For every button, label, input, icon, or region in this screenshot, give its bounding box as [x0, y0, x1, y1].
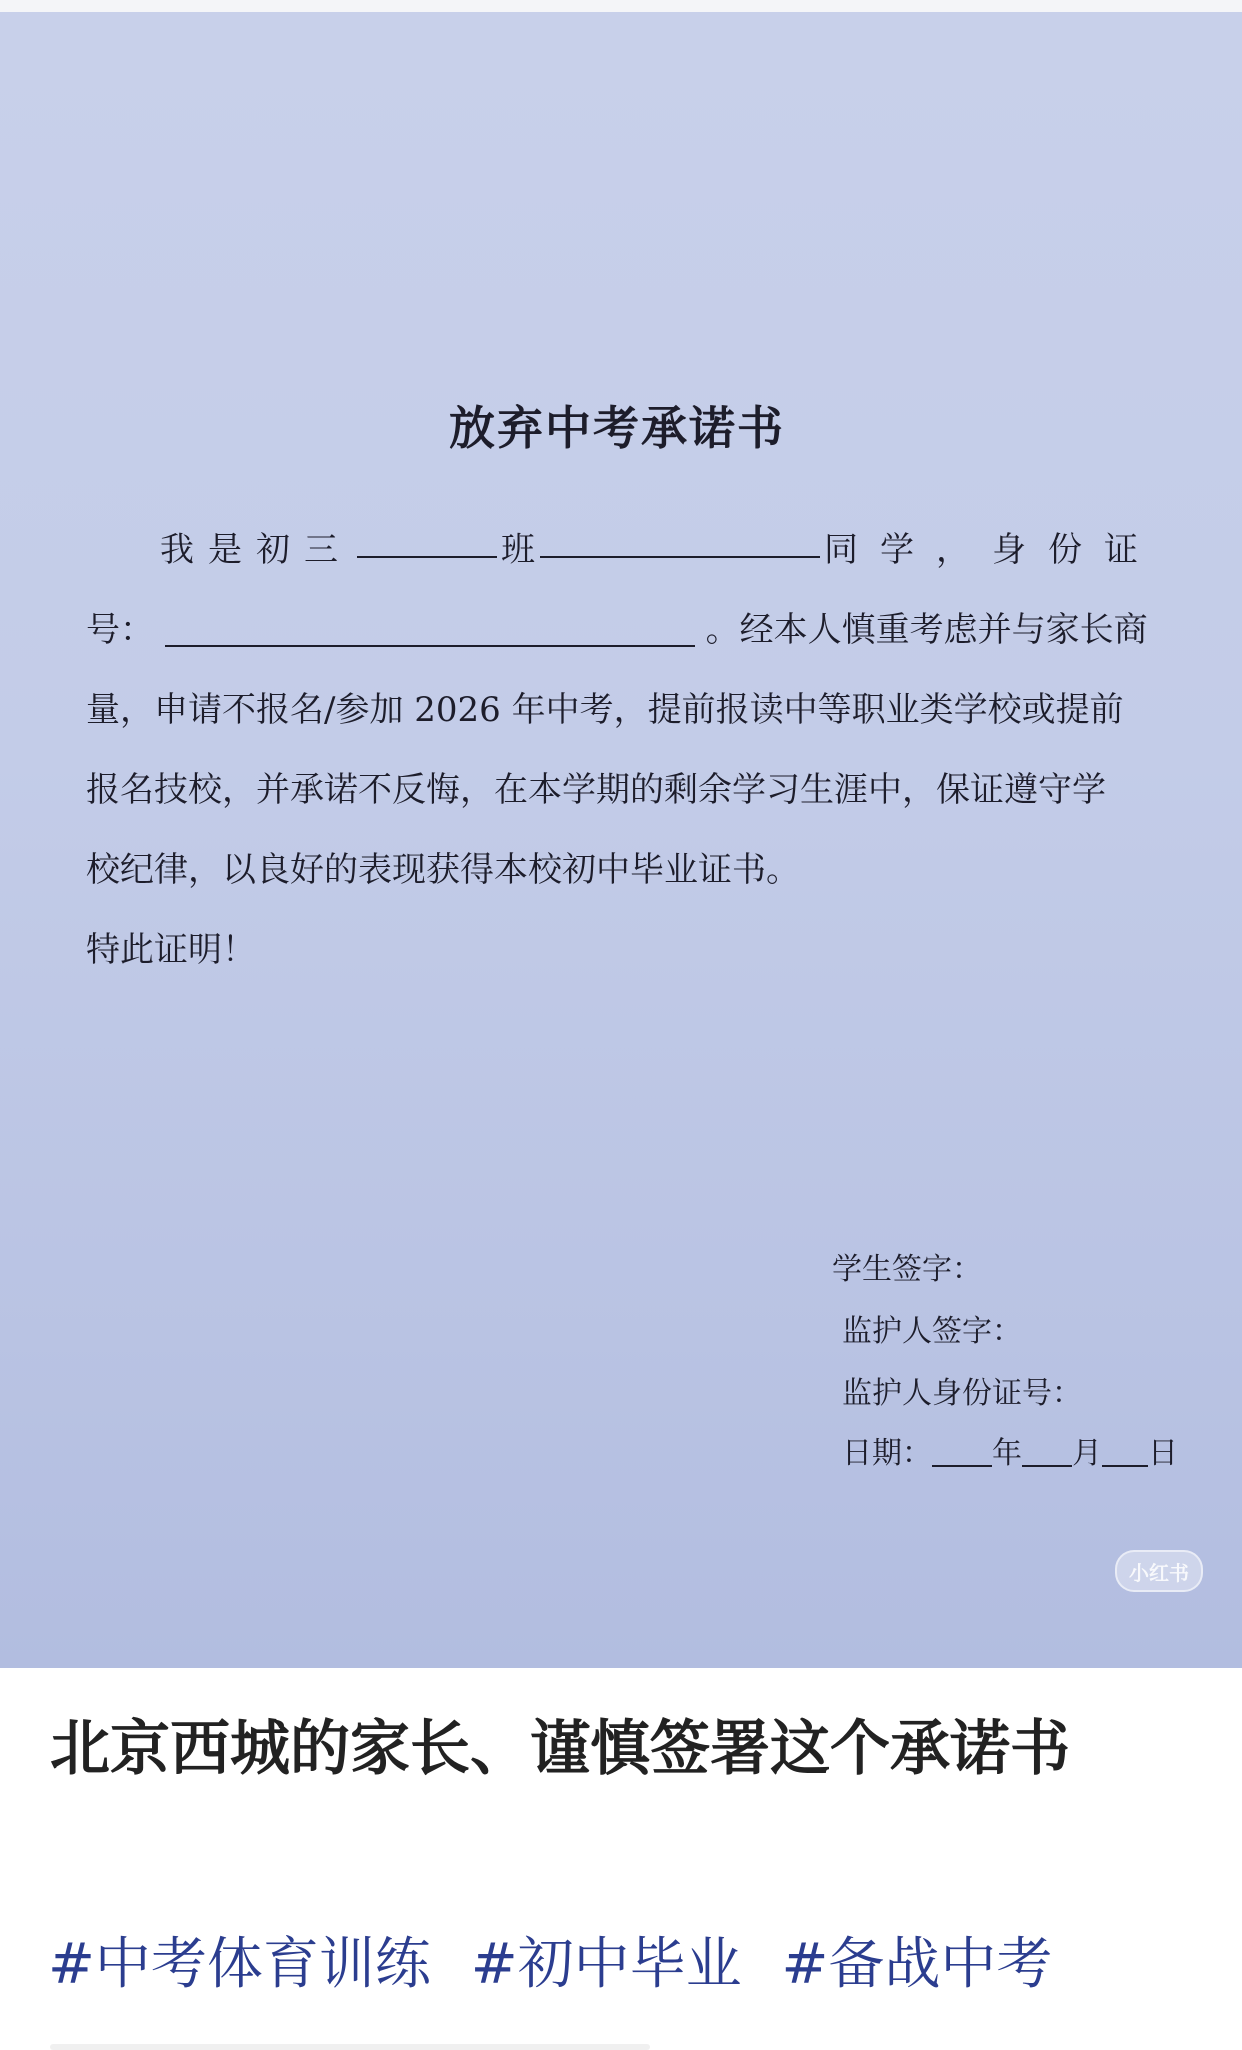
student-signature-label: 学生签字：: [832, 1252, 982, 1287]
line2-prefix: 号：: [86, 610, 154, 650]
tag-link[interactable]: #中考体育训练: [48, 1932, 431, 1997]
month-blank: [1022, 1439, 1072, 1467]
document-line-2: [86, 602, 1161, 651]
tag-link[interactable]: #备战中考: [781, 1932, 1053, 1997]
name-blank: [540, 522, 820, 558]
document-line-3: 量，申请不报名/参加 2026 年中考，提前报读中等职业类学校或提前: [86, 690, 1124, 730]
guardian-signature-label: 监护人签字：: [842, 1314, 1022, 1349]
day-label: 日: [1148, 1436, 1178, 1471]
line1-part-2: 班: [501, 530, 535, 570]
guardian-id-label: 监护人身份证号：: [842, 1376, 1082, 1411]
day-blank: [1102, 1439, 1148, 1467]
document-line-1: [160, 522, 1160, 571]
tag-link[interactable]: #初中毕业: [470, 1932, 742, 1997]
document-paper: [0, 12, 1242, 1668]
date-label: 日期：: [842, 1436, 932, 1471]
year-label: 年: [992, 1436, 1022, 1471]
document-line-4: 报名技校，并承诺不反悔，在本学期的剩余学习生涯中，保证遵守学: [86, 770, 1106, 810]
line2-suffix: 。经本人慎重考虑并与家长商: [705, 610, 1148, 650]
date-line: [842, 1428, 1178, 1472]
id-number-blank: [165, 611, 695, 647]
image-top-strip: [0, 0, 1242, 12]
year-blank: [932, 1439, 992, 1467]
line1-part-1: 我是初三: [160, 530, 352, 570]
xiaohongshu-watermark: 小红书: [1115, 1550, 1203, 1592]
document-line-5: 校纪律，以良好的表现获得本校初中毕业证书。: [86, 850, 800, 890]
post-title: 北京西城的家长、谨慎签署这个承诺书: [50, 1714, 1070, 1784]
document-line-6: 特此证明！: [86, 930, 256, 970]
month-label: 月: [1072, 1436, 1102, 1471]
line1-part-3: 同学，身份证: [824, 530, 1160, 570]
bottom-divider: [50, 2044, 650, 2050]
document-title: 放弃中考承诺书: [449, 401, 785, 455]
post-tags: [48, 1920, 1208, 2000]
class-blank: [357, 522, 497, 558]
